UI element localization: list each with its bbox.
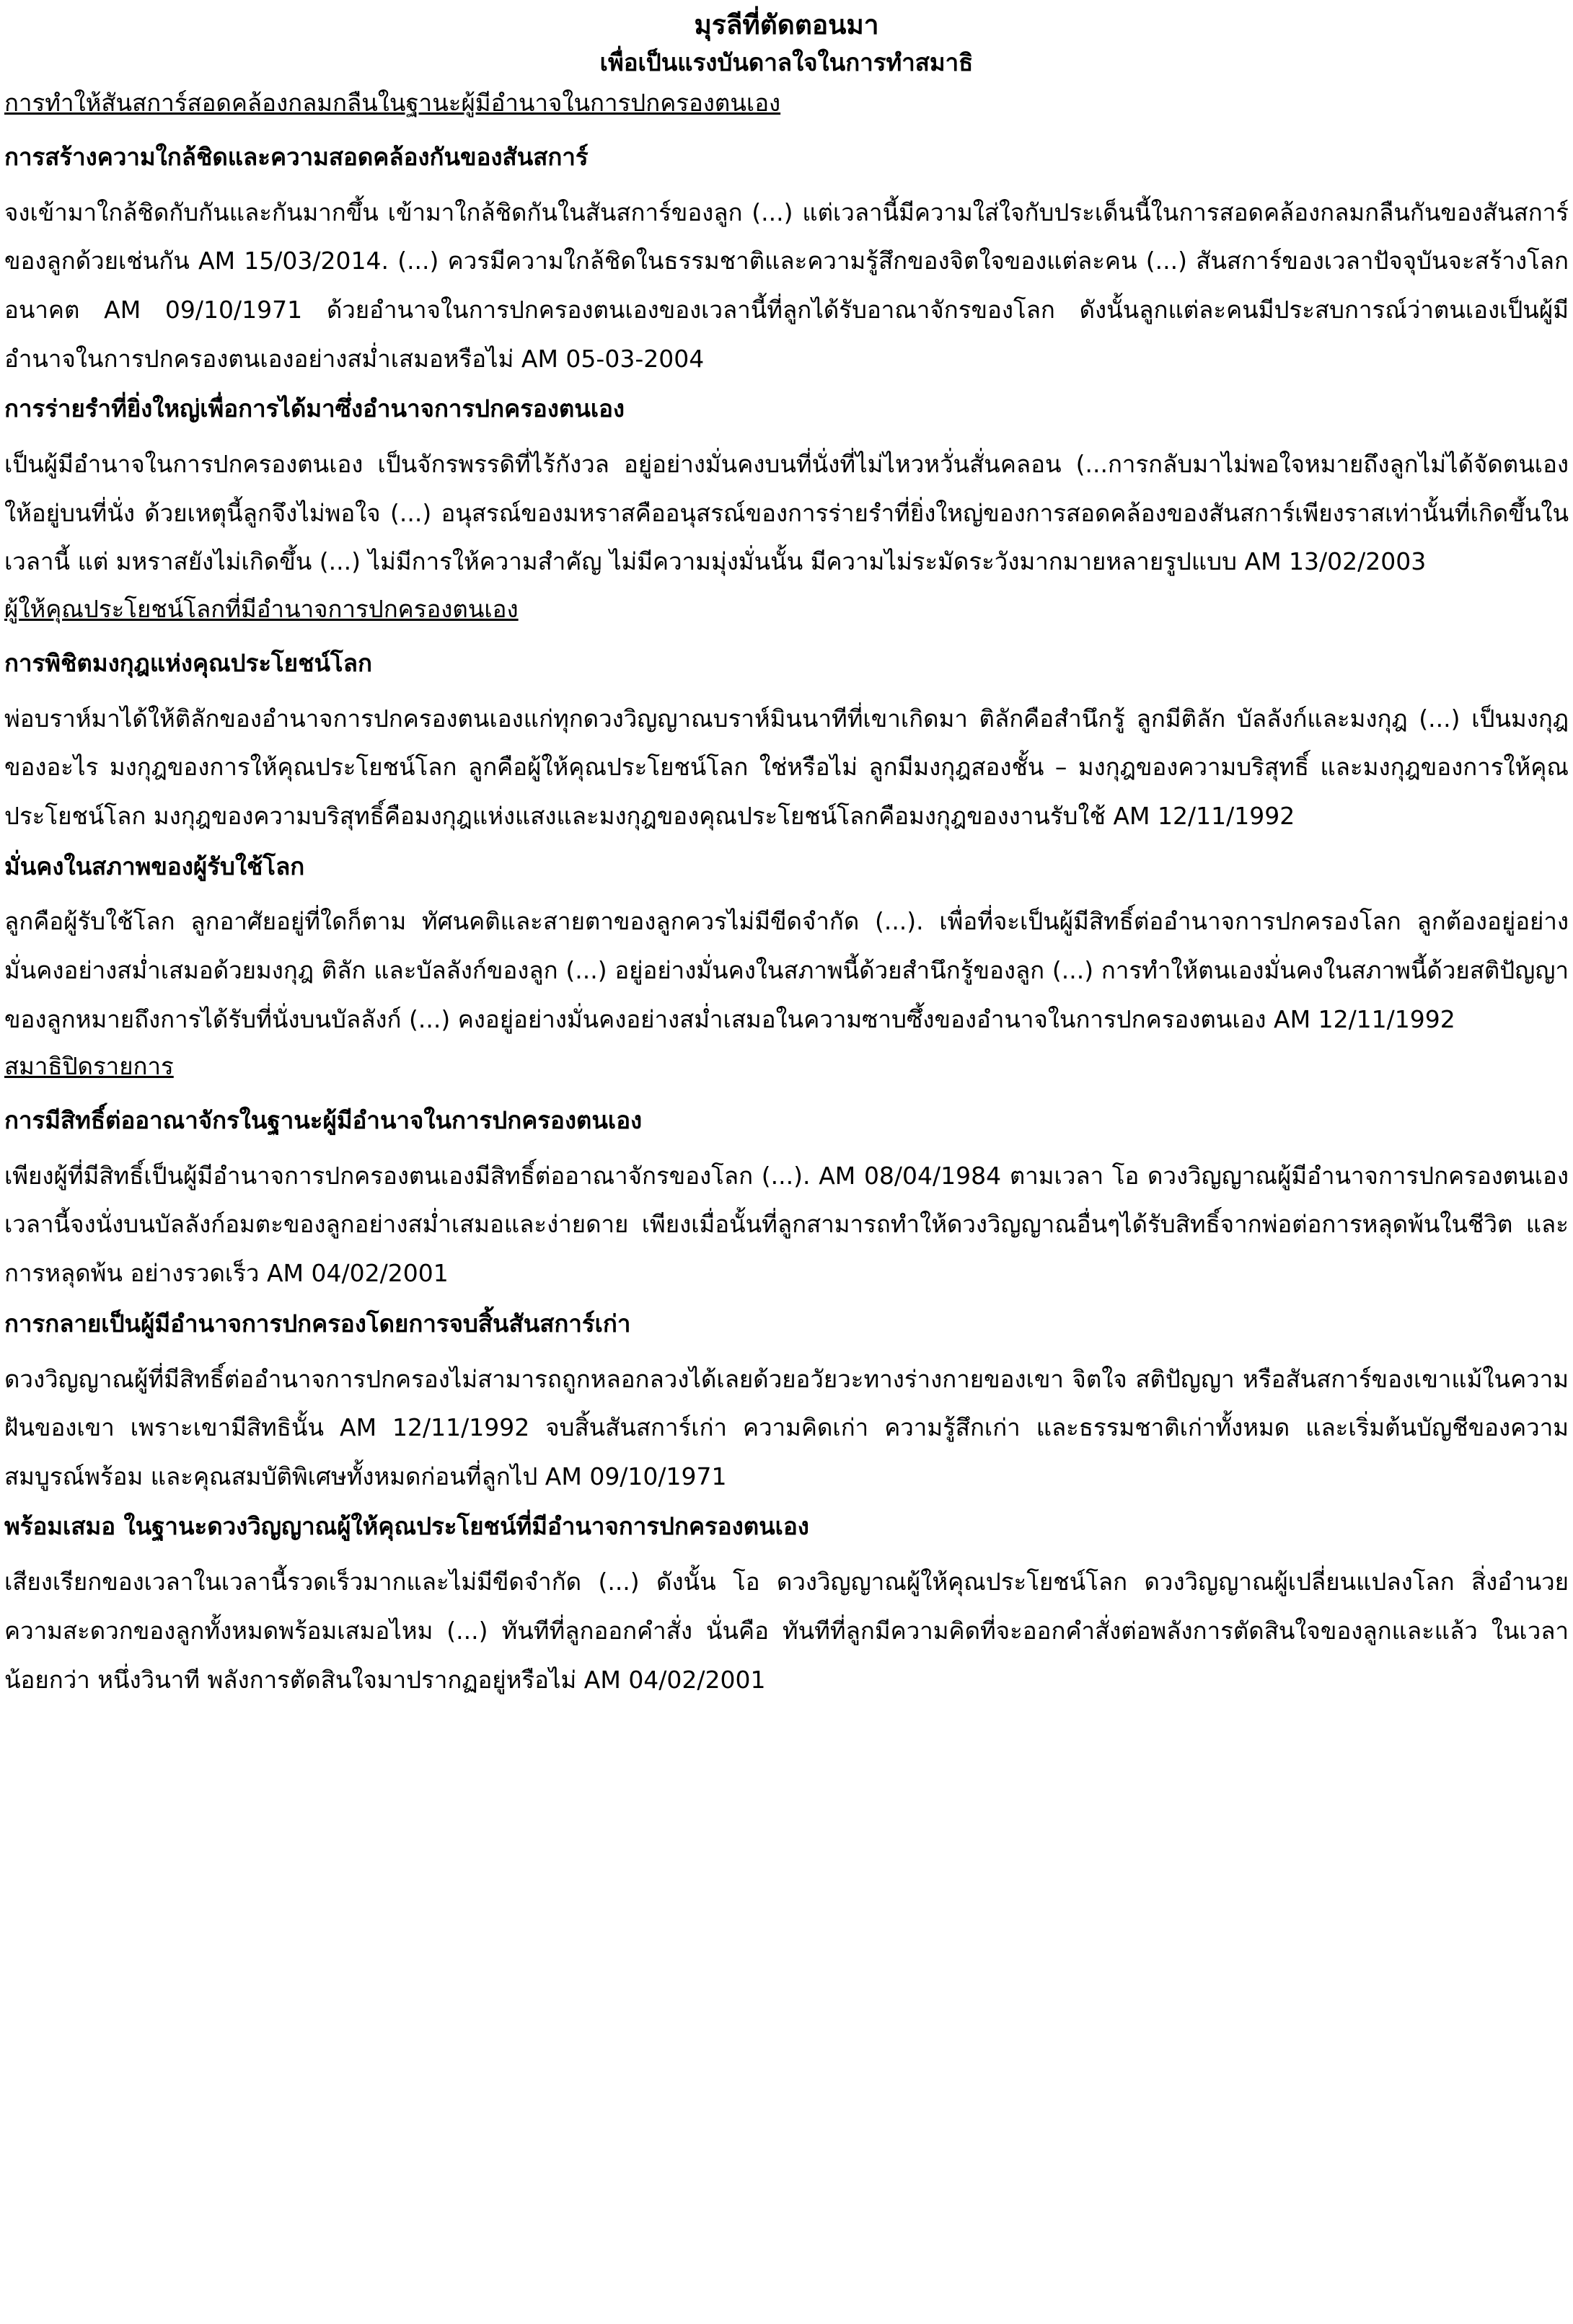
subheading: พร้อมเสมอ ในฐานะดวงวิญญาณผู้ให้คุณประโยชน์ที่มีอำนาจการปกครองตนเอง bbox=[4, 1512, 809, 1541]
paragraph: เสียงเรียกของเวลาในเวลานี้รวดเร็วมากและไม่มีขีดจำกัด (...) ดังนั้น โอ ดวงวิญญาณผู้ให้คุณประโยชน์โลก ดวงวิญญาณผู้เปลี่ยนแปลงโลก สิ่งอำนวยความสะดวกของลูกทั้งหมดพร้อมเสมอไหม (...) ทันทีที่ลูกออกคำสั่ง นั่นคือ ทันทีที่ลูกมีความคิดที่จะออกคำสั่งต่อพลังการตัดสินใจของลูกและแล้ว ในเวลาน้อยกว่า หนึ่งวินาที พลังการตัดสินใจมาปรากฏอยู่หรือไม่ AM 04/02/2001 bbox=[4, 1568, 1569, 1694]
paragraph: ดวงวิญญาณผู้ที่มีสิทธิ์ต่ออำนาจการปกครองไม่สามารถถูกหลอกลวงได้เลยด้วยอวัยวะทางร่างกายของเขา จิตใจ สติปัญญา หรือสันสการ์ของเขาแม้ในความฝันของเขา เพราะเขามีสิทธินั้น AM 12/11/1992 จบสิ้นสันสการ์เก่า ความคิดเก่า ความรู้สึกเก่า และธรรมชาติเก่าทั้งหมด และเริ่มต้นบัญชีของความสมบูรณ์พร้อม และคุณสมบัติพิเศษทั้งหมดก่อนที่ลูกไป AM 09/10/1971 bbox=[4, 1364, 1569, 1490]
subheading: การกลายเป็นผู้มีอำนาจการปกครองโดยการจบสิ้นสันสการ์เก่า bbox=[4, 1309, 631, 1338]
subheading: มั่นคงในสภาพของผู้รับใช้โลก bbox=[4, 852, 305, 880]
paragraph: พ่อบราห์มาได้ให้ติลักของอำนาจการปกครองตนเองแก่ทุกดวงวิญญาณบราห์มินนาทีที่เขาเกิดมา ติลักคือสำนึกรู้ ลูกมีติลัก บัลลังก์และมงกุฎ (...) เป็นมงกุฎของอะไร มงกุฎของการให้คุณประโยชน์โลก ลูกคือผู้ให้คุณประโยชน์โลก ใช่หรือไม่ ลูกมีมงกุฎสองชั้น – มงกุฎของความบริสุทธิ์ และมงกุฎของการให้คุณประโยชน์โลก มงกุฎของความบริสุทธิ์คือมงกุฎแห่งแสงและมงกุฎของคุณประโยชน์โลกคือมงกุฎของงานรับใช้ AM 12/11/1992 bbox=[4, 704, 1569, 830]
section-closing-meditation bbox=[4, 1048, 1569, 1704]
page-subtitle: เพื่อเป็นแรงบันดาลใจในการทำสมาธิ bbox=[599, 48, 974, 76]
section-heading: สมาธิปิดรายการ bbox=[4, 1052, 174, 1081]
subheading: การมีสิทธิ์ต่ออาณาจักรในฐานะผู้มีอำนาจในการปกครองตนเอง bbox=[4, 1106, 643, 1135]
section-heading: การทำให้สันสการ์สอดคล้องกลมกลืนในฐานะผู้มีอำนาจในการปกครองตนเอง bbox=[4, 89, 781, 118]
paragraph: จงเข้ามาใกล้ชิดกับกันและกันมากขึ้น เข้ามาใกล้ชิดกันในสันสการ์ของลูก (...) แต่เวลานี้มีความใส่ใจกับประเด็นนี้ในการสอดคล้องกลมกลืนกันของสันสการ์ของลูกด้วยเช่นกัน AM 15/03/2014. (...) ควรมีความใกล้ชิดในธรรมชาติและความรู้สึกของจิตใจของแต่ละคน (...) สันสการ์ของเวลาปัจจุบันจะสร้างโลกอนาคต AM 09/10/1971 ด้วยอำนาจในการปกครองตนเองของเวลานี้ที่ลูกได้รับอาณาจักรของโลก ดังนั้นลูกแต่ละคนมีประสบการณ์ว่าตนเองเป็นผู้มีอำนาจในการปกครองตนเองอย่างสม่ำเสมอหรือไม่ AM 05-03-2004 bbox=[4, 198, 1569, 373]
paragraph: ลูกคือผู้รับใช้โลก ลูกอาศัยอยู่ที่ใดก็ตาม ทัศนคติและสายตาของลูกควรไม่มีขีดจำกัด (...). เพื่อที่จะเป็นผู้มีสิทธิ์ต่ออำนาจการปกครองโลก ลูกต้องอยู่อย่างมั่นคงอย่างสม่ำเสมอด้วยมงกุฎ ติลัก และบัลลังก์ของลูก (...) อยู่อย่างมั่นคงในสภาพนี้ด้วยสำนึกรู้ของลูก (...) การทำให้ตนเองมั่นคงในสภาพนี้ด้วยสติปัญญาของลูกหมายถึงการได้รับที่นั่งบนบัลลังก์ (...) คงอยู่อย่างมั่นคงอย่างสม่ำเสมอในความซาบซึ้งของอำนาจในการปกครองตนเอง AM 12/11/1992 bbox=[4, 907, 1569, 1033]
section-world-benefactor bbox=[4, 591, 1569, 1043]
page-title: มุรลีที่ตัดตอนมา bbox=[694, 9, 879, 40]
section-harmonizing-sanskars bbox=[4, 84, 1569, 586]
subheading: การพิชิตมงกุฎแห่งคุณประโยชน์โลก bbox=[4, 648, 372, 677]
paragraph: เพียงผู้ที่มีสิทธิ์เป็นผู้มีอำนาจการปกครองตนเองมีสิทธิ์ต่ออาณาจักรของโลก (...). AM 08/04/1984 ตามเวลา โอ ดวงวิญญาณผู้มีอำนาจการปกครองตนเอง เวลานี้จงนั่งบนบัลลังก์อมตะของลูกอย่างสม่ำเสมอและง่ายดาย เพียงเมื่อนั้นที่ลูกสามารถทำให้ดวงวิญญาณอื่นๆได้รับสิทธิ์จากพ่อต่อการหลุดพ้นในชีวิต และการหลุดพ้น อย่างรวดเร็ว AM 04/02/2001 bbox=[4, 1161, 1569, 1288]
subheading: การสร้างความใกล้ชิดและความสอดคล้องกันของสันสการ์ bbox=[4, 142, 589, 171]
subheading: การร่ายรำที่ยิ่งใหญ่เพื่อการได้มาซึ่งอำนาจการปกครองตนเอง bbox=[4, 394, 625, 423]
section-heading: ผู้ให้คุณประโยชน์โลกที่มีอำนาจการปกครองตนเอง bbox=[4, 595, 519, 624]
paragraph: เป็นผู้มีอำนาจในการปกครองตนเอง เป็นจักรพรรดิที่ไร้กังวล อยู่อย่างมั่นคงบนที่นั่งที่ไม่ไหวหวั่นสั่นคลอน (...การกลับมาไม่พอใจหมายถึงลูกไม่ได้จัดตนเองให้อยู่บนที่นั่ง ด้วยเหตุนี้ลูกจึงไม่พอใจ (...) อนุสรณ์ของมหราสคืออนุสรณ์ของการร่ายรำที่ยิ่งใหญ่ของการสอดคล้องของสันสการ์เพียงราสเท่านั้นที่เกิดขึ้นในเวลานี้ แต่ มหราสยังไม่เกิดขึ้น (...) ไม่มีการให้ความสำคัญ ไม่มีความมุ่งมั่นนั้น มีความไม่ระมัดระวังมากมายหลายรูปแบบ AM 13/02/2003 bbox=[4, 450, 1569, 576]
